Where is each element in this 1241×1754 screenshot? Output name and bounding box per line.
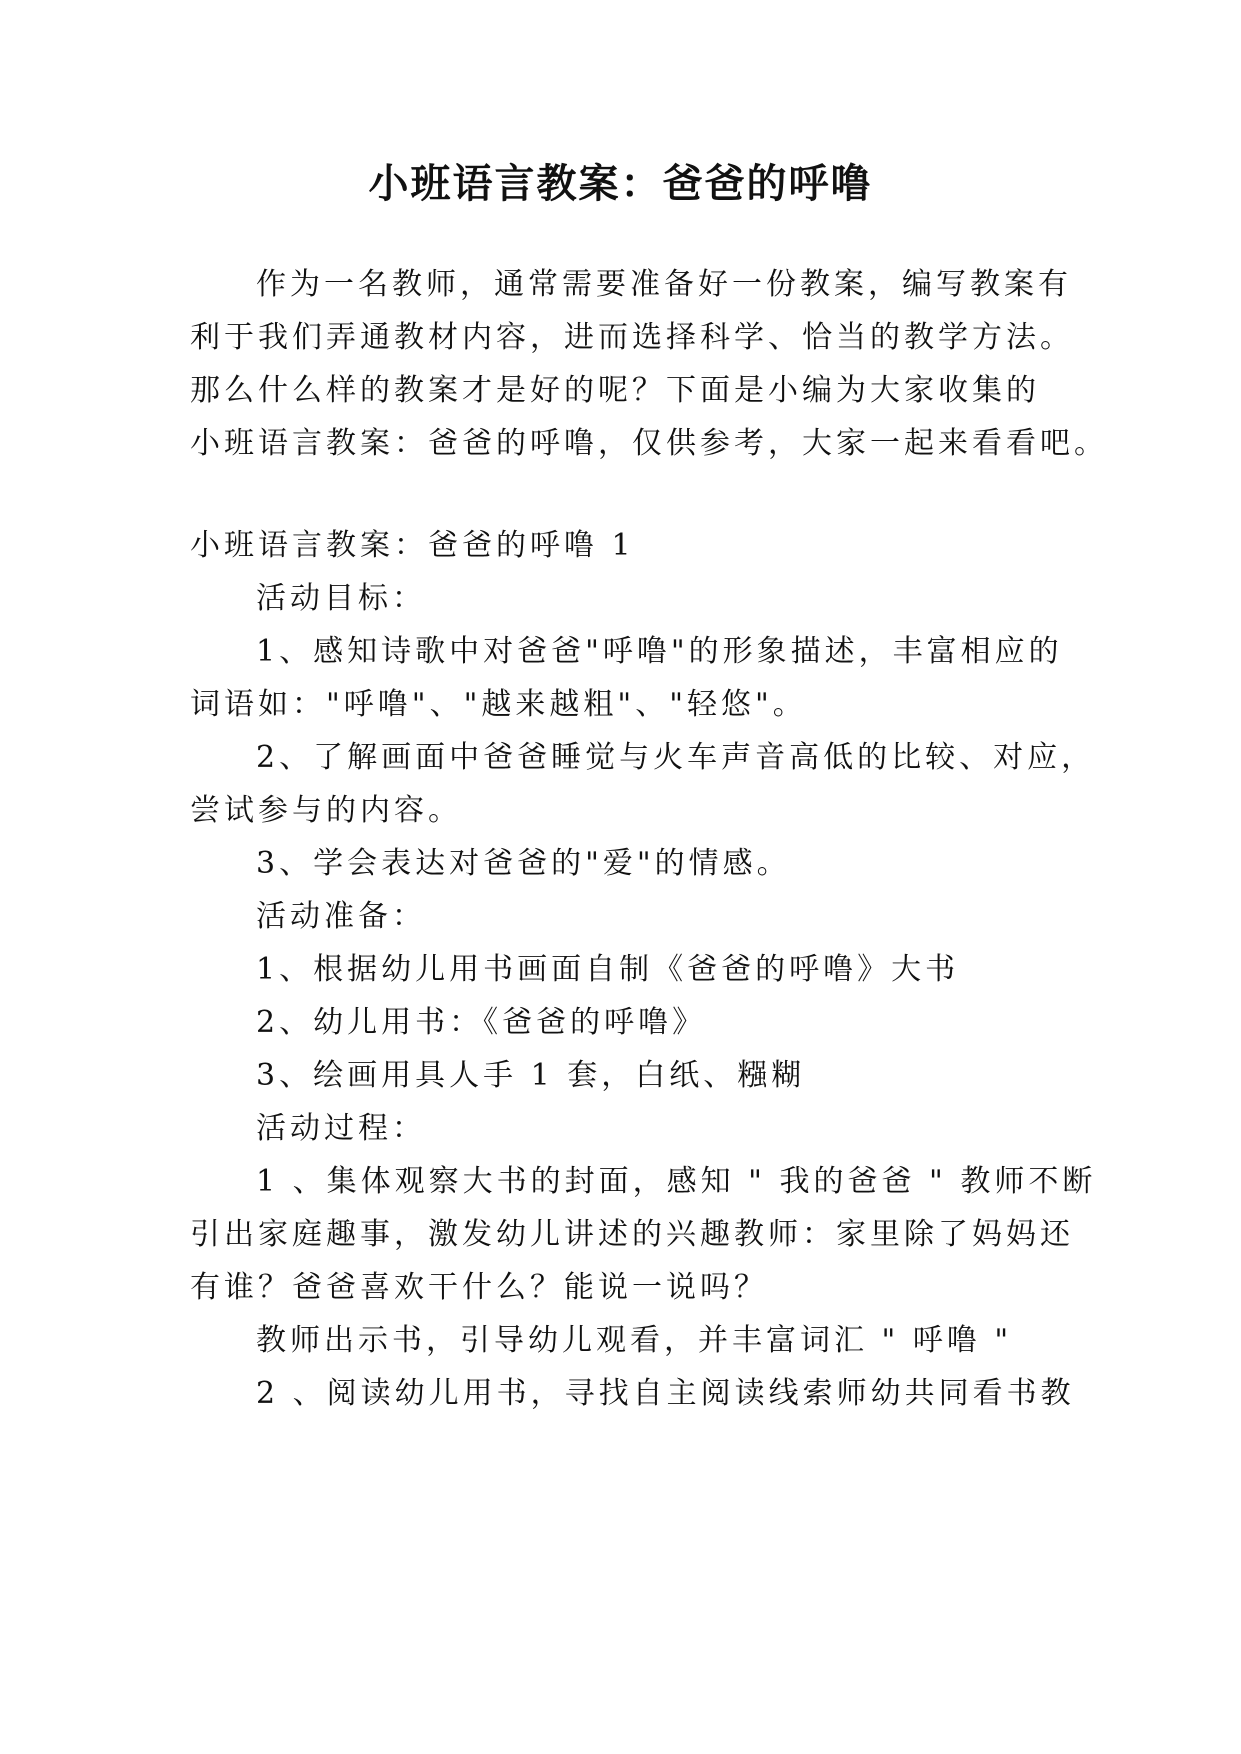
intro-line-3: 那么什么样的教案才是好的呢？下面是小编为大家收集的	[190, 373, 1040, 408]
prep-item-1: 1、根据幼儿用书画面自制《爸爸的呼噜》大书	[256, 952, 960, 987]
step-1-line-1: 1 、集体观察大书的封面，感知 " 我的爸爸 " 教师不断	[256, 1164, 1097, 1199]
step-2-line-1: 2 、阅读幼儿用书，寻找自主阅读线索师幼共同看书教	[256, 1376, 1075, 1411]
goals-heading: 活动目标：	[256, 581, 426, 616]
step-1-line-4: 教师出示书，引导幼儿观看，并丰富词汇 " 呼噜 "	[256, 1323, 1013, 1358]
goal-2-line-2: 尝试参与的内容。	[190, 793, 462, 828]
goal-3: 3、学会表达对爸爸的"爱"的情感。	[256, 846, 791, 881]
document-title: 小班语言教案：爸爸的呼噜	[368, 161, 873, 207]
intro-line-1: 作为一名教师，通常需要准备好一份教案，编写教案有	[256, 267, 1072, 302]
prep-heading: 活动准备：	[256, 899, 426, 934]
process-heading: 活动过程：	[256, 1111, 426, 1146]
prep-item-3: 3、绘画用具人手 1 套，白纸、糨糊	[256, 1058, 806, 1093]
intro-line-2: 利于我们弄通教材内容，进而选择科学、恰当的教学方法。	[190, 320, 1074, 355]
goal-1-line-1: 1、感知诗歌中对爸爸"呼噜"的形象描述，丰富相应的	[256, 634, 1063, 669]
section-heading: 小班语言教案：爸爸的呼噜 1	[190, 528, 635, 563]
step-1-line-2: 引出家庭趣事，激发幼儿讲述的兴趣教师：家里除了妈妈还	[190, 1217, 1074, 1252]
goal-2-line-1: 2、了解画面中爸爸睡觉与火车声音高低的比较、对应，	[256, 740, 1096, 775]
intro-line-4: 小班语言教案：爸爸的呼噜，仅供参考，大家一起来看看吧。	[190, 426, 1108, 461]
step-1-line-3: 有谁？爸爸喜欢干什么？能说一说吗？	[190, 1270, 768, 1305]
goal-1-line-2: 词语如："呼噜"、"越来越粗"、"轻悠"。	[190, 687, 807, 722]
prep-item-2: 2、幼儿用书：《爸爸的呼噜》	[256, 1005, 707, 1040]
